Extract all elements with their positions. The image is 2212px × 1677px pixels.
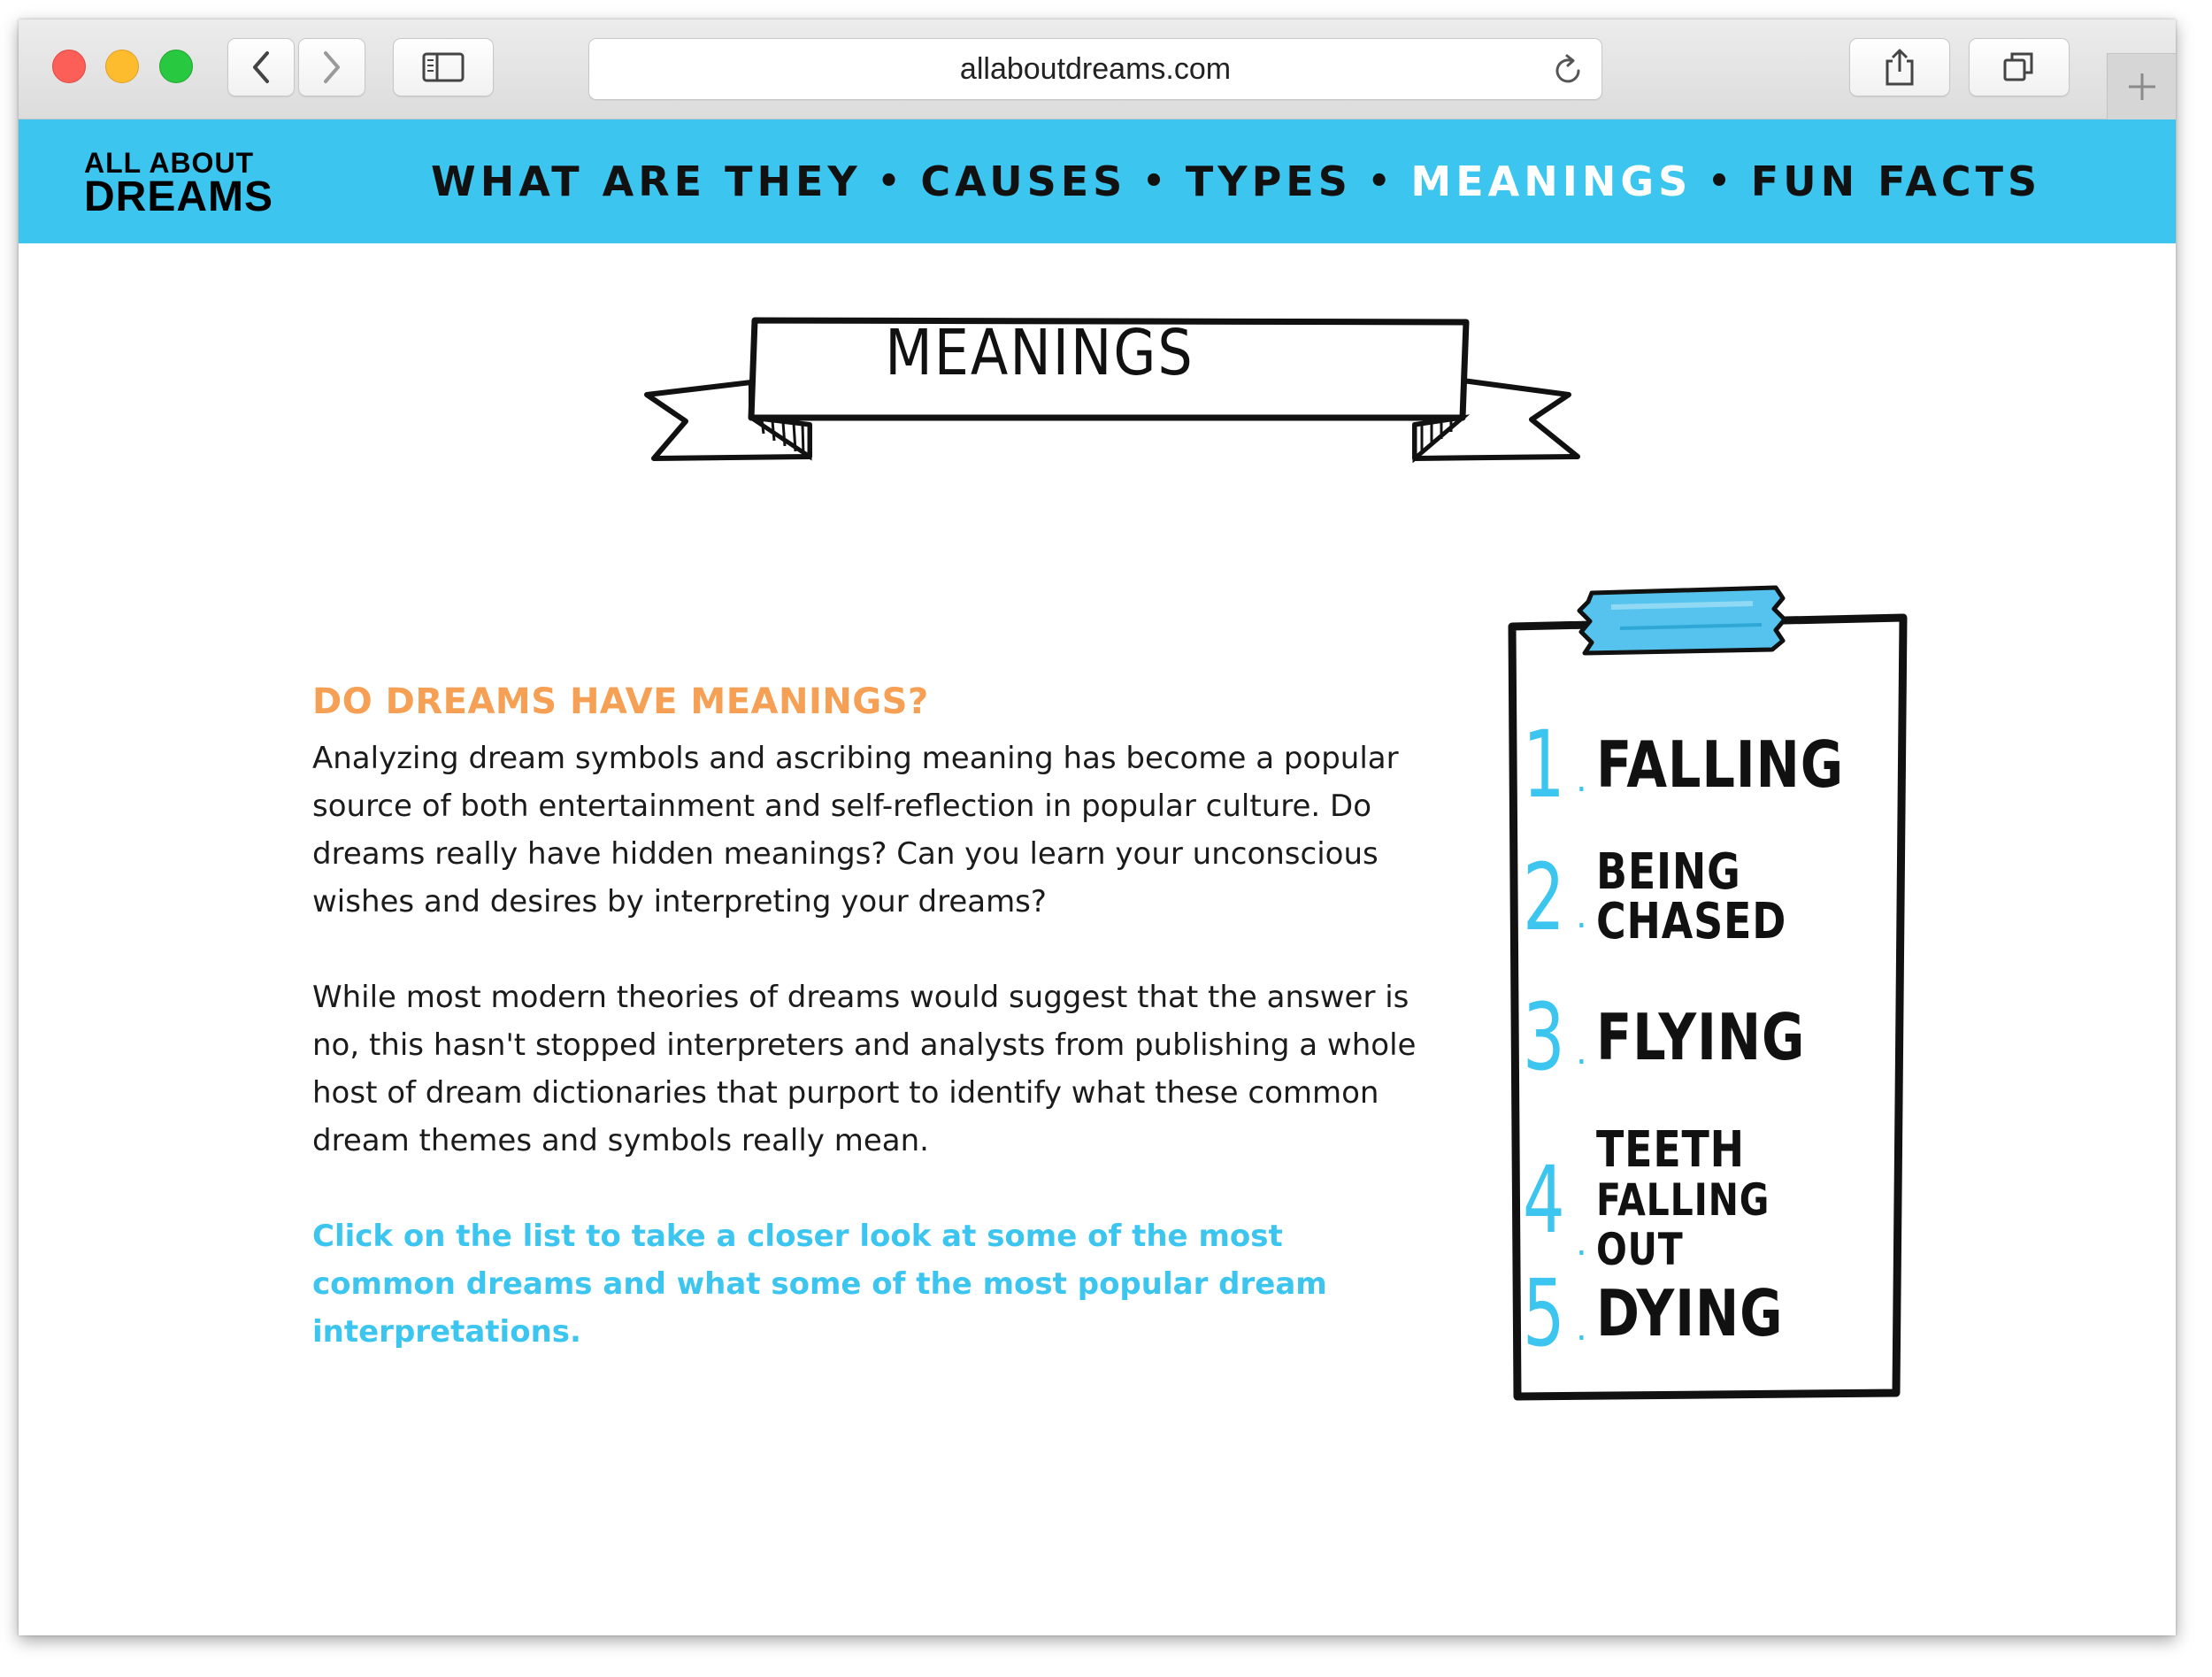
list-number: 5 [1523, 1259, 1565, 1367]
nav-separator: • [1708, 161, 1735, 202]
minimize-window-button[interactable] [105, 50, 139, 83]
list-number-dot: . [1576, 896, 1587, 936]
site-logo[interactable] [84, 147, 274, 220]
show-tabs-button[interactable] [1969, 38, 2070, 96]
chevron-left-icon [248, 50, 274, 85]
list-number: 1 [1523, 711, 1565, 819]
sidebar-icon [422, 52, 465, 82]
back-button[interactable] [227, 38, 295, 96]
list-label-line: TEETH [1595, 1121, 1745, 1179]
list-number-dot: . [1576, 1223, 1587, 1264]
new-tab-button[interactable] [2107, 53, 2176, 119]
page-title-banner [620, 285, 1594, 483]
nav-item-causes[interactable]: CAUSES [920, 158, 1127, 205]
list-item-dying[interactable] [1523, 1259, 1824, 1367]
plus-icon [2125, 70, 2159, 104]
address-bar[interactable] [588, 38, 1602, 100]
reload-icon[interactable] [1552, 53, 1584, 87]
list-label: FALLING [1595, 727, 1844, 802]
logo-top-text: ALL ABOUT [84, 147, 255, 179]
forward-button[interactable] [298, 38, 365, 96]
article-paragraph-1: Analyzing dream symbols and ascribing meaning has become a popular source of both entertainment and self-reflection in popular culture. Do dreams really have hidden meanings? Can you learn your unconscious wishes and desires by interpreting your dreams? [312, 741, 1399, 919]
list-label: DYING [1595, 1276, 1784, 1350]
share-button[interactable] [1849, 38, 1950, 96]
list-item-falling[interactable] [1523, 711, 1898, 819]
list-label-line: FALLING OUT [1595, 1174, 1770, 1275]
sidebar-button[interactable] [393, 38, 494, 96]
browser-window [19, 19, 2176, 1635]
main-nav [431, 119, 2041, 243]
list-label [1595, 843, 1786, 950]
nav-item-meanings[interactable]: MEANINGS [1410, 158, 1693, 205]
list-number: 4 [1523, 1146, 1565, 1254]
list-number-dot: . [1576, 1308, 1587, 1349]
share-icon [1882, 47, 1917, 88]
nav-item-what-are-they[interactable]: WHAT ARE THEY [431, 158, 862, 205]
article-heading: DO DREAMS HAVE MEANINGS? [312, 681, 929, 722]
list-label [1595, 1121, 1855, 1275]
list-label-line: CHASED [1595, 893, 1786, 950]
dream-list-card[interactable] [1487, 568, 1912, 1435]
list-number: 2 [1523, 843, 1565, 951]
browser-toolbar [19, 19, 2176, 119]
url-text: allaboutdreams.com [959, 52, 1232, 86]
nav-item-fun-facts[interactable]: FUN FACTS [1750, 158, 2042, 205]
list-number-dot: . [1576, 759, 1587, 800]
list-number-dot: . [1576, 1032, 1587, 1073]
chevron-right-icon [319, 50, 345, 85]
list-item-flying[interactable] [1523, 983, 1851, 1091]
list-label-line: BEING [1595, 843, 1741, 901]
nav-separator: • [1142, 161, 1170, 202]
site-header [19, 119, 2176, 243]
list-number: 3 [1523, 983, 1565, 1091]
banner-title: MEANINGS [885, 315, 1194, 390]
list-item-being-chased[interactable] [1523, 843, 1828, 951]
nav-separator: • [877, 161, 905, 202]
nav-separator: • [1367, 161, 1395, 202]
article [312, 681, 1427, 1404]
tabs-icon [2001, 50, 2037, 85]
list-label: FLYING [1595, 1000, 1805, 1074]
logo-bottom-text: DREAMS [84, 173, 274, 220]
article-paragraph-2: While most modern theories of dreams would suggest that the answer is no, this hasn't stopped interpreters and analysts from publishing a whole host of dream dictionaries that purport to identify what these common dream themes and symbols really mean. [312, 980, 1417, 1158]
nav-item-types[interactable]: TYPES [1185, 158, 1352, 205]
list-item-teeth-falling-out[interactable] [1523, 1121, 1912, 1275]
close-window-button[interactable] [52, 50, 86, 83]
list-instructions-link[interactable]: Click on the list to take a closer look at some of the most common dreams and what some of the most popular dream interpretations. [312, 1219, 1327, 1350]
zoom-window-button[interactable] [159, 50, 193, 83]
